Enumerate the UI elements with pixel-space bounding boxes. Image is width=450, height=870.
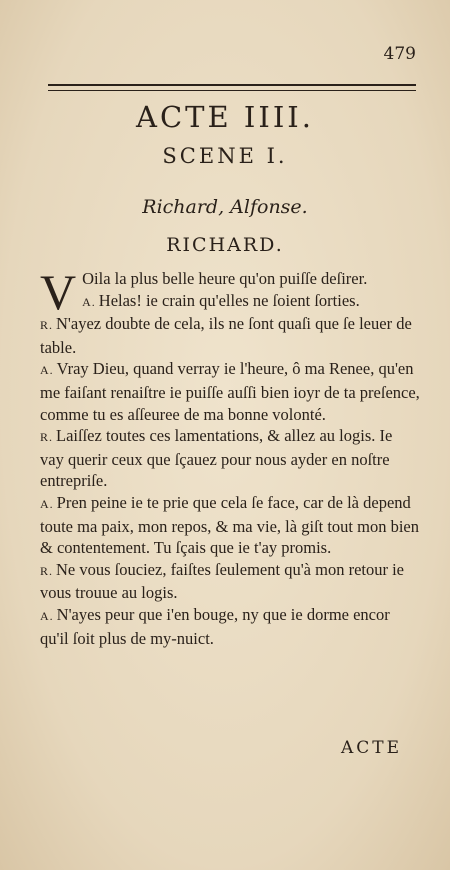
speaker-heading: RICHARD.: [166, 234, 284, 256]
line-text: Pren peine ie te prie que cela ſe face, car de là depend toute ma paix, mon repos, & ma vie, là giſt tout mon bien & contentement. Tu ſçais que ie t'ay promis.: [40, 492, 419, 558]
characters-line: Richard, Alfonse.: [142, 196, 308, 218]
dialogue-body: [40, 264, 420, 649]
dialogue-line: [40, 559, 420, 604]
line-speaker: R.: [40, 318, 54, 333]
dialogue-line: [40, 290, 420, 314]
act-title: ACTE IIII.: [136, 100, 314, 134]
header-rule: [48, 84, 416, 86]
line-text: Vray Dieu, quand verray ie l'heure, ô ma Renee, qu'en me faiſant renaiſtre ie puiſſe auſſi bien ioyr de ta preſence, comme tu es aſſeuree de ma bonne volonté.: [40, 359, 420, 424]
line-speaker: A.: [40, 496, 54, 511]
dialogue-line: [40, 358, 420, 425]
dialogue-line: [40, 604, 420, 649]
header-rule-thin: [48, 90, 416, 91]
dialogue-line: [40, 492, 420, 559]
line-text: Laiſſez toutes ces lamentations, & allez au logis. Ie vay querir ceux que ſçauez pour nous ayder en noſtre entrepriſe.: [40, 426, 393, 491]
drop-cap: V: [40, 264, 77, 320]
line-text: Ne vous ſouciez, faiſtes ſeulement qu'à mon retour ie vous trouue au logis.: [40, 559, 404, 603]
page-number: 479: [383, 44, 416, 64]
line-speaker: R.: [40, 430, 54, 445]
line-text: Helas! ie crain qu'elles ne ſoient ſorties.: [98, 290, 360, 310]
catchword: ACTE: [340, 738, 402, 758]
line-text: N'ayes peur que i'en bouge, ny que ie dorme encor qu'il ſoit plus de my-nuict.: [40, 604, 390, 648]
line-speaker: A.: [40, 608, 54, 623]
line-text: N'ayez doubte de cela, ils ne ſont quaſi que ſe leuer de table.: [40, 314, 412, 357]
line-speaker: A.: [82, 294, 96, 309]
opening-text: Oila la plus belle heure qu'on puiſſe deſirer.: [82, 269, 368, 288]
dialogue-line: [40, 313, 420, 358]
line-speaker: R.: [40, 563, 54, 578]
scene-title: SCENE I.: [162, 144, 288, 168]
line-speaker: A.: [40, 363, 54, 378]
dialogue-line: [40, 425, 420, 492]
